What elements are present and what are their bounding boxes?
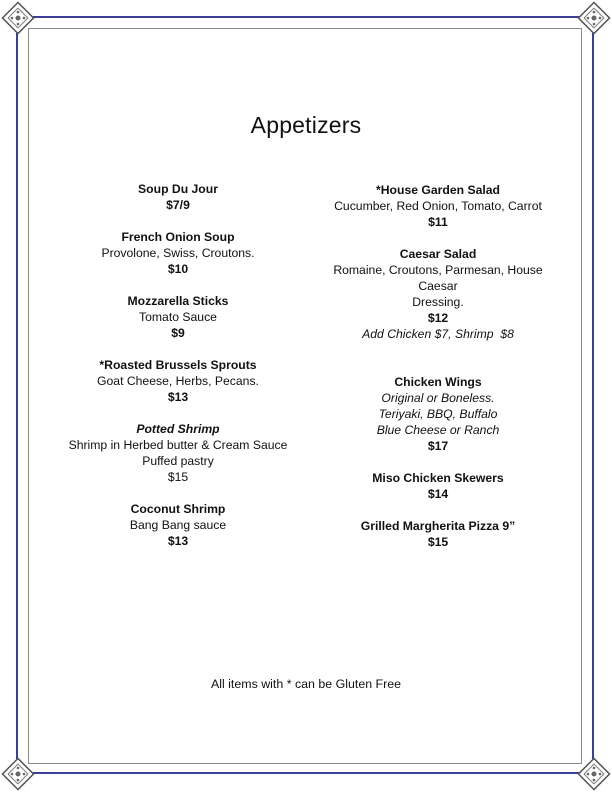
item-name: Soup Du Jour [138, 182, 218, 196]
item-price: $9 [171, 326, 185, 340]
menu-item-chicken-wings [318, 374, 558, 454]
menu-item-grilled-margherita-pizza [318, 518, 558, 550]
item-name: French Onion Soup [121, 230, 235, 244]
item-name: Grilled Margherita Pizza 9” [360, 519, 516, 533]
item-name: Coconut Shrimp [130, 502, 226, 516]
item-description: Tomato Sauce [139, 310, 217, 324]
item-name: Miso Chicken Skewers [372, 471, 504, 485]
item-price: $13 [167, 534, 189, 548]
item-description: Teriyaki, BBQ, Buffalo [378, 407, 498, 421]
left-column [60, 181, 296, 565]
item-price: $13 [167, 390, 189, 404]
item-price: $17 [427, 439, 449, 453]
item-name: Mozzarella Sticks [127, 294, 229, 308]
item-description: Bang Bang sauce [129, 518, 227, 532]
diamond-ornament-icon [0, 756, 36, 792]
item-price: $10 [167, 262, 189, 276]
item-name: *Roasted Brussels Sprouts [99, 358, 257, 372]
item-price: $15 [427, 535, 449, 549]
item-price: $12 [427, 311, 449, 325]
item-description: Provolone, Swiss, Croutons. [101, 246, 255, 260]
menu-item-caesar-salad [318, 246, 558, 342]
gluten-free-footnote: All items with * can be Gluten Free [210, 677, 402, 691]
item-name: Potted Shrimp [136, 422, 220, 436]
item-description: Puffed pastry [142, 454, 214, 468]
item-name: Caesar Salad [399, 247, 477, 261]
menu-item-soup-du-jour [60, 181, 296, 213]
item-description: Original or Boneless. [381, 391, 495, 405]
item-description: Blue Cheese or Ranch [376, 423, 500, 437]
menu-item-coconut-shrimp [60, 501, 296, 549]
item-add-on-note: Add Chicken $7, Shrimp $8 [362, 327, 514, 341]
menu-item-house-garden-salad [318, 182, 558, 230]
item-name: Chicken Wings [394, 375, 482, 389]
diamond-ornament-icon [0, 0, 36, 36]
item-description: Cucumber, Red Onion, Tomato, Carrot [334, 199, 542, 213]
menu-item-miso-chicken-skewers [318, 470, 558, 502]
menu-item-mozzarella-sticks [60, 293, 296, 341]
item-description: Shrimp in Herbed butter & Cream Sauce [68, 438, 288, 452]
item-price: $7/9 [166, 198, 190, 212]
diamond-ornament-icon [576, 756, 612, 792]
item-price: $14 [427, 487, 449, 501]
menu-item-roasted-brussels-sprouts [60, 357, 296, 405]
diamond-ornament-icon [576, 0, 612, 36]
item-price: $15 [167, 470, 189, 484]
menu-item-french-onion-soup [60, 229, 296, 277]
menu-item-potted-shrimp [60, 421, 296, 485]
item-description: Goat Cheese, Herbs, Pecans. [97, 374, 259, 388]
item-name: *House Garden Salad [376, 183, 500, 197]
item-description: Romaine, Croutons, Parmesan, House Caesar [333, 263, 543, 293]
item-price: $11 [428, 215, 448, 229]
right-column [318, 182, 558, 566]
menu-title: Appetizers [250, 112, 362, 138]
item-description: Dressing. [412, 295, 464, 309]
